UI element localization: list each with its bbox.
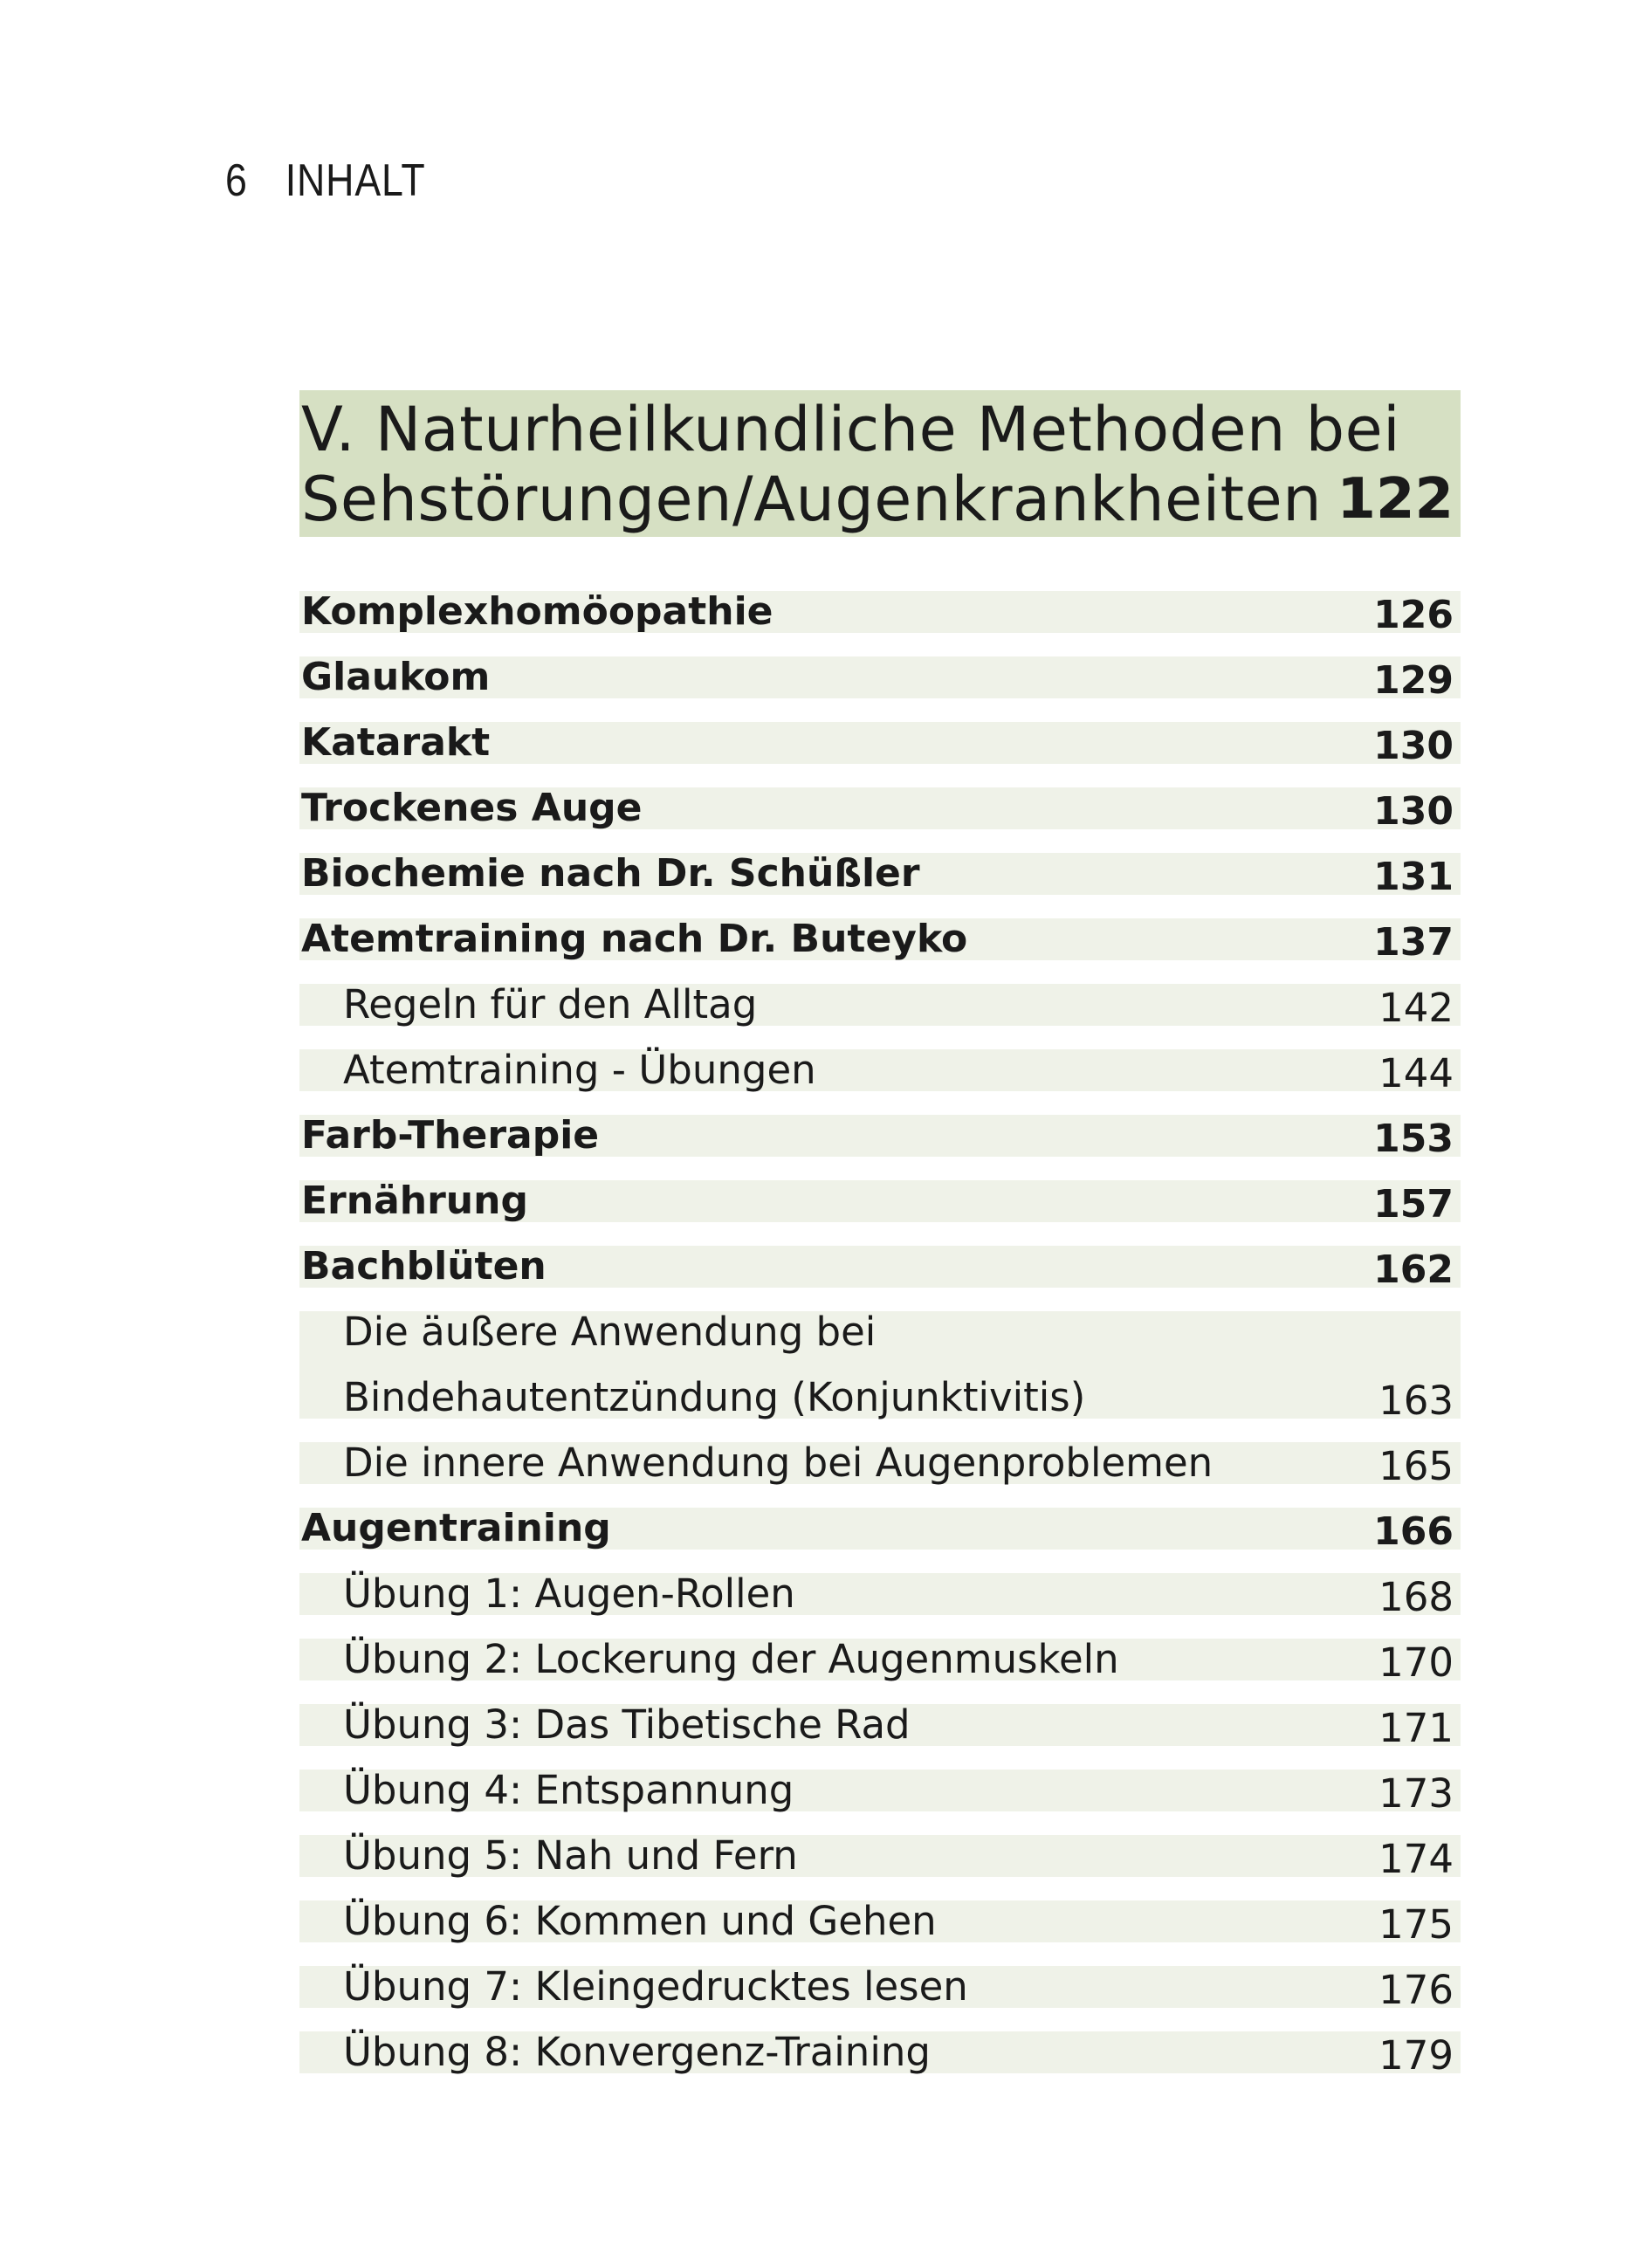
chapter-page-number: 122 — [1337, 467, 1454, 532]
running-head — [225, 150, 426, 211]
toc-entry-title: Atemtraining - Übungen — [343, 1047, 816, 1093]
toc-entry-title: Katarakt — [301, 720, 491, 765]
toc-entry-page: 153 — [1373, 1117, 1454, 1161]
toc-entry-page: 129 — [1373, 658, 1454, 703]
toc-entry-title: Übung 3: Das Tibetische Rad — [343, 1701, 911, 1748]
toc-subentry-uebung-8[interactable] — [299, 2029, 1461, 2079]
toc-entry-title: Komplexhomöopathie — [301, 589, 773, 634]
chapter-heading[interactable] — [299, 390, 1461, 537]
page-number: 6 — [225, 155, 248, 206]
toc-entry-page: 175 — [1378, 1901, 1454, 1948]
toc-entry-komplexhomoeopathie[interactable] — [299, 589, 1461, 637]
toc-entry-page: 176 — [1378, 1967, 1454, 2013]
toc-entry-page: 174 — [1378, 1836, 1454, 1882]
toc-entry-page: 126 — [1373, 593, 1454, 637]
toc-entry-title: Trockenes Auge — [301, 786, 643, 830]
toc-entry-page: 165 — [1378, 1443, 1454, 1489]
toc-entry-page: 173 — [1378, 1770, 1454, 1817]
toc-subentry-aeussere-anwendung[interactable] — [299, 1309, 1461, 1424]
toc-entry-title: Augentraining — [301, 1506, 611, 1550]
toc-entry-katarakt[interactable] — [299, 720, 1461, 768]
running-title: INHALT — [285, 155, 426, 206]
toc-entry-page: 162 — [1373, 1247, 1454, 1292]
toc-subentry-innere-anwendung[interactable] — [299, 1440, 1461, 1489]
toc-entry-title: Ernährung — [301, 1179, 528, 1223]
toc-entry-atemtraining[interactable] — [299, 917, 1461, 965]
toc-entry-title: Farb-Therapie — [301, 1113, 600, 1158]
toc-subentry-uebung-6[interactable] — [299, 1898, 1461, 1948]
toc-entry-title: Übung 6: Kommen und Gehen — [343, 1898, 937, 1944]
toc-entry-ernaehrung[interactable] — [299, 1179, 1461, 1227]
toc-entry-page: 130 — [1373, 789, 1454, 834]
toc-entry-title: Übung 5: Nah und Fern — [343, 1832, 798, 1879]
toc-entry-title: Übung 7: Kleingedrucktes lesen — [343, 1963, 968, 2010]
toc-entry-title: Übung 1: Augen-Rollen — [343, 1570, 795, 1617]
toc-subentry-uebung-1[interactable] — [299, 1570, 1461, 1620]
toc-subentry-uebung-2[interactable] — [299, 1636, 1461, 1686]
toc-entry-page: 157 — [1373, 1182, 1454, 1227]
toc-entry-title: Übung 8: Konvergenz-Training — [343, 2029, 931, 2075]
toc-entry-page: 144 — [1378, 1050, 1454, 1096]
toc-subentry-uebung-5[interactable] — [299, 1832, 1461, 1882]
toc-subentry-uebung-3[interactable] — [299, 1701, 1461, 1751]
toc-entry-glaukom[interactable] — [299, 655, 1461, 703]
toc-entry-page: 179 — [1378, 2032, 1454, 2079]
toc-entry-title: Die innere Anwendung bei Augenproblemen — [343, 1440, 1213, 1486]
toc-entry-title: Übung 4: Entspannung — [343, 1767, 794, 1813]
toc-entry-trockenes-auge[interactable] — [299, 786, 1461, 834]
chapter-title-line-1: V. Naturheilkundliche Methoden bei — [301, 394, 1401, 465]
toc-entry-title: Bachblüten — [301, 1244, 547, 1289]
toc-entry-page: 131 — [1373, 855, 1454, 899]
toc-entry-page: 166 — [1373, 1509, 1454, 1554]
toc-subentry-regeln[interactable] — [299, 981, 1461, 1031]
toc-subentry-uebung-4[interactable] — [299, 1767, 1461, 1817]
toc-entry-farb-therapie[interactable] — [299, 1113, 1461, 1161]
toc-entry-augentraining[interactable] — [299, 1506, 1461, 1554]
toc-entry-title: Glaukom — [301, 655, 491, 699]
toc-entry-page: 130 — [1373, 724, 1454, 768]
toc-entry-title-line-1: Die äußere Anwendung bei — [343, 1309, 877, 1355]
toc-entry-page: 171 — [1378, 1705, 1454, 1751]
toc-entry-page: 142 — [1378, 985, 1454, 1031]
toc-entry-bachblueten[interactable] — [299, 1244, 1461, 1292]
toc-subentry-atemtraining-uebungen[interactable] — [299, 1047, 1461, 1096]
toc-list — [299, 591, 1461, 2097]
toc-entry-title-line-2: Bindehautentzündung (Konjunktivitis) — [343, 1374, 1086, 1420]
toc-entry-page: 168 — [1378, 1574, 1454, 1620]
toc-entry-title: Regeln für den Alltag — [343, 981, 758, 1027]
toc-entry-title: Atemtraining nach Dr. Buteyko — [301, 917, 968, 961]
toc-subentry-uebung-7[interactable] — [299, 1963, 1461, 2013]
chapter-title-line-2: Sehstörungen/Augenkrankheiten — [301, 464, 1323, 535]
toc-entry-page: 137 — [1373, 920, 1454, 965]
toc-entry-title: Übung 2: Lockerung der Augenmuskeln — [343, 1636, 1119, 1682]
toc-entry-title: Biochemie nach Dr. Schüßler — [301, 851, 920, 896]
toc-entry-biochemie[interactable] — [299, 851, 1461, 899]
toc-entry-page: 170 — [1378, 1639, 1454, 1686]
toc-entry-page: 163 — [1378, 1378, 1454, 1424]
